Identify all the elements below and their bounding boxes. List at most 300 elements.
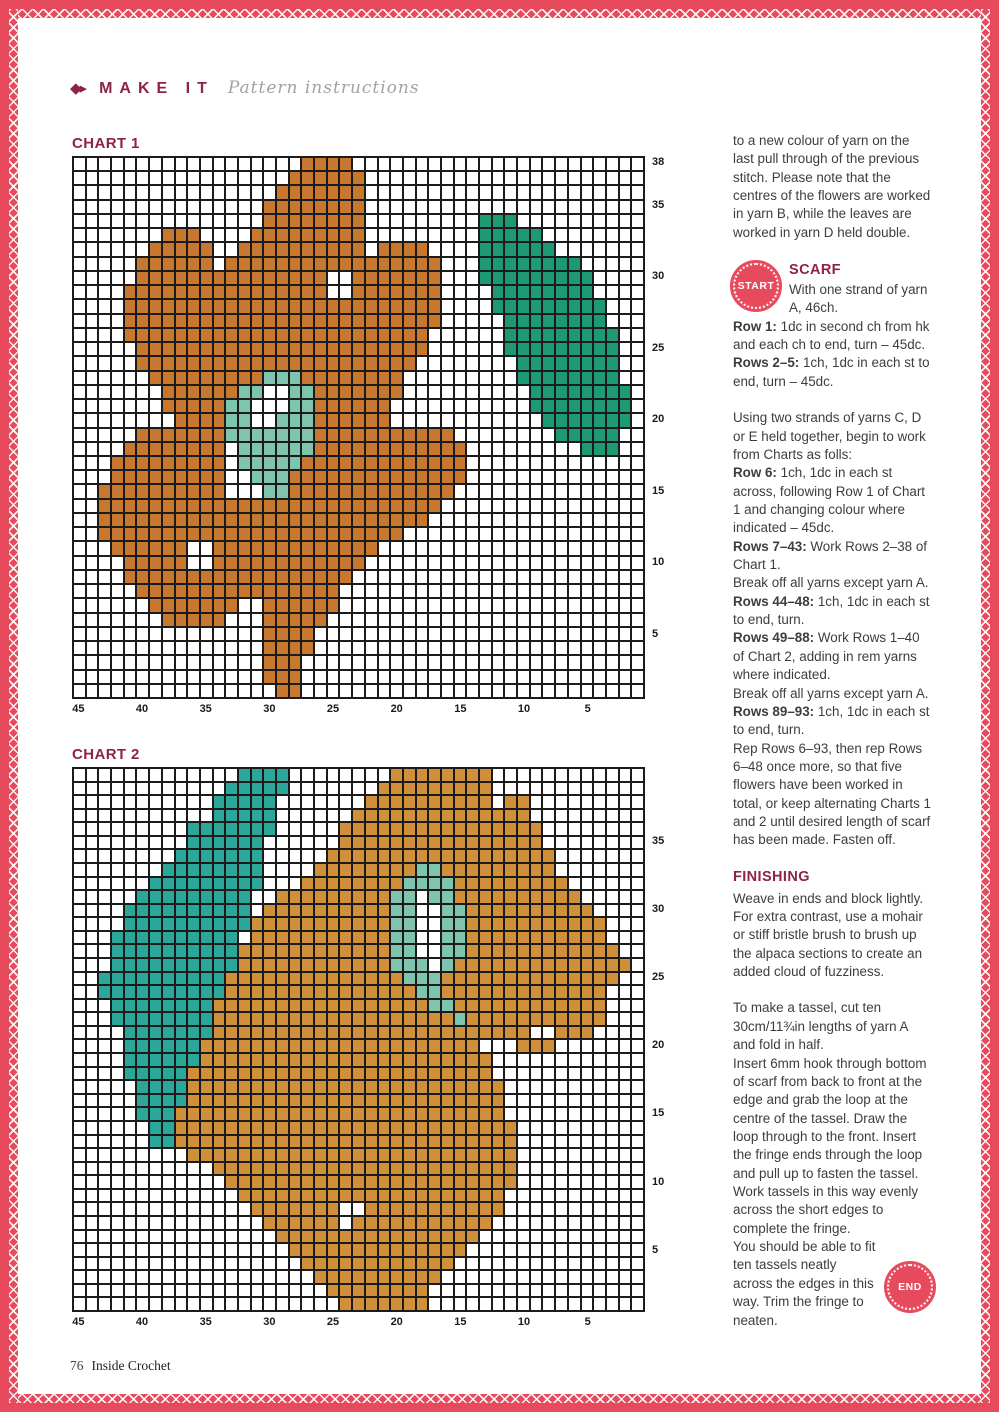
grid-cell [99,400,112,414]
grid-cell [74,864,87,878]
grid-cell [74,1040,87,1054]
grid-cell [99,945,112,959]
grid-cell [277,823,290,837]
grid-cell [99,986,112,1000]
grid-cell [137,783,150,797]
grid-cell [391,918,404,932]
grid-cell [328,1013,341,1027]
grid-cell [201,614,214,628]
grid-cell [264,878,277,892]
grid-cell [480,850,493,864]
grid-cell [302,485,315,499]
grid-cell [226,1122,239,1136]
grid-cell [112,769,125,783]
grid-cell [417,1027,430,1041]
grid-cell [315,614,328,628]
grid-cell [87,343,100,357]
grid-cell [632,1244,645,1258]
grid-cell [455,1013,468,1027]
grid-cell [480,258,493,272]
grid-cell [112,1258,125,1272]
grid-cell [480,769,493,783]
grid-cell [353,372,366,386]
grid-cell [176,414,189,428]
grid-cell [176,642,189,656]
grid-cell [391,628,404,642]
grid-cell [315,628,328,642]
grid-cell [467,1271,480,1285]
grid-cell [125,810,138,824]
grid-cell [417,769,430,783]
grid-cell [315,557,328,571]
grid-cell [569,769,582,783]
grid-cell [366,485,379,499]
grid-cell [569,1013,582,1027]
grid-cell [201,457,214,471]
grid-cell [632,1231,645,1245]
grid-cell [607,400,620,414]
grid-cell [632,429,645,443]
grid-cell [188,229,201,243]
grid-cell [315,1081,328,1095]
grid-cell [467,186,480,200]
grid-cell [632,585,645,599]
grid-cell [137,1217,150,1231]
grid-cell [277,372,290,386]
grid-cell [353,864,366,878]
grid-cell [455,429,468,443]
grid-cell [264,769,277,783]
grid-cell [391,542,404,556]
grid-cell [188,243,201,257]
grid-cell [429,1231,442,1245]
grid-cell [125,1013,138,1027]
grid-cell [569,932,582,946]
grid-cell [188,1190,201,1204]
grid-cell [74,918,87,932]
grid-cell [226,1000,239,1014]
grid-cell [543,585,556,599]
grid-cell [87,1203,100,1217]
grid-cell [176,671,189,685]
grid-cell [188,571,201,585]
grid-cell [277,514,290,528]
grid-cell [188,414,201,428]
grid-cell [531,1258,544,1272]
grid-cell [188,329,201,343]
finishing-section [733,868,933,1330]
grid-cell [455,343,468,357]
grid-cell [379,215,392,229]
grid-cell [74,986,87,1000]
grid-cell [404,642,417,656]
grid-cell [340,471,353,485]
grid-cell [480,973,493,987]
grid-cell [543,1231,556,1245]
grid-cell [252,386,265,400]
grid-cell [74,357,87,371]
grid-cell [302,201,315,215]
grid-cell [302,500,315,514]
grid-cell [201,837,214,851]
grid-cell [226,571,239,585]
grid-cell [340,783,353,797]
grid-cell [328,357,341,371]
grid-cell [125,329,138,343]
grid-cell [328,837,341,851]
grid-cell [518,642,531,656]
grid-cell [214,945,227,959]
grid-cell [302,429,315,443]
grid-cell [582,599,595,613]
grid-cell [582,796,595,810]
grid-cell [137,1244,150,1258]
grid-cell [150,229,163,243]
grid-cell [163,300,176,314]
grid-cell [277,243,290,257]
grid-cell [252,685,265,699]
grid-cell [505,932,518,946]
grid-cell [290,932,303,946]
lace-border-bottom [9,1394,990,1403]
x-axis-tick: 30 [263,703,276,715]
grid-cell [505,1258,518,1272]
grid-cell [417,1081,430,1095]
grid-cell [315,1203,328,1217]
grid-cell [188,850,201,864]
grid-cell [290,1095,303,1109]
grid-cell [379,905,392,919]
grid-cell [493,272,506,286]
grid-cell [290,823,303,837]
grid-cell [226,796,239,810]
grid-cell [277,443,290,457]
grid-cell [467,215,480,229]
grid-cell [391,429,404,443]
grid-cell [340,1095,353,1109]
grid-cell [442,1298,455,1312]
grid-cell [163,642,176,656]
grid-cell [353,796,366,810]
grid-cell [582,905,595,919]
grid-cell [201,932,214,946]
grid-cell [493,769,506,783]
grid-cell [531,1231,544,1245]
grid-cell [176,243,189,257]
grid-cell [328,286,341,300]
grid-cell [607,343,620,357]
grid-cell [569,1095,582,1109]
grid-cell [277,810,290,824]
grid-cell [353,1190,366,1204]
grid-cell [252,628,265,642]
grid-cell [137,158,150,172]
grid-cell [188,685,201,699]
grid-cell [594,500,607,514]
grid-cell [214,905,227,919]
grid-cell [99,571,112,585]
grid-cell [379,1027,392,1041]
grid-cell [214,215,227,229]
grid-cell [620,357,633,371]
grid-cell [137,557,150,571]
grid-cell [340,272,353,286]
grid-cell [302,1013,315,1027]
grid-cell [353,571,366,585]
grid-cell [302,823,315,837]
grid-cell [264,1149,277,1163]
grid-cell [150,599,163,613]
grid-cell [264,457,277,471]
y-axis-tick: 35 [652,199,665,211]
grid-cell [632,186,645,200]
grid-cell [112,796,125,810]
grid-cell [125,386,138,400]
grid-cell [620,1027,633,1041]
grid-cell [214,1271,227,1285]
grid-cell [607,1027,620,1041]
grid-cell [531,272,544,286]
x-axis-tick: 20 [390,703,403,715]
grid-cell [188,1217,201,1231]
grid-cell [214,300,227,314]
grid-cell [417,286,430,300]
grid-cell [214,614,227,628]
grid-cell [391,796,404,810]
grid-cell [125,986,138,1000]
grid-cell [277,315,290,329]
grid-cell [176,973,189,987]
grid-cell [252,1190,265,1204]
grid-cell [112,614,125,628]
grid-cell [163,272,176,286]
grid-cell [493,864,506,878]
grid-cell [188,1108,201,1122]
grid-cell [239,1122,252,1136]
grid-cell [302,457,315,471]
grid-cell [366,315,379,329]
grid-cell [87,158,100,172]
grid-cell [455,471,468,485]
grid-cell [201,891,214,905]
grid-cell [214,186,227,200]
grid-cell [582,400,595,414]
grid-cell [201,357,214,371]
grid-cell [277,986,290,1000]
grid-cell [442,837,455,851]
grid-cell [137,329,150,343]
grid-cell [620,343,633,357]
grid-cell [150,443,163,457]
grid-cell [188,343,201,357]
grid-cell [620,542,633,556]
grid-cell [366,1040,379,1054]
grid-cell [455,1000,468,1014]
grid-cell [201,628,214,642]
grid-cell [493,542,506,556]
grid-cell [556,158,569,172]
grid-cell [429,918,442,932]
grid-cell [99,864,112,878]
grid-cell [366,1149,379,1163]
grid-cell [226,286,239,300]
grid-cell [214,1176,227,1190]
grid-cell [379,1149,392,1163]
grid-cell [163,1068,176,1082]
grid-cell [112,542,125,556]
grid-cell [201,1176,214,1190]
grid-cell [328,905,341,919]
grid-cell [543,945,556,959]
grid-cell [214,1190,227,1204]
grid-cell [87,1271,100,1285]
grid-cell [480,571,493,585]
grid-cell [302,528,315,542]
grid-cell [188,514,201,528]
grid-cell [277,1231,290,1245]
grid-cell [214,229,227,243]
grid-cell [315,1217,328,1231]
grid-cell [239,514,252,528]
grid-cell [455,1027,468,1041]
grid-cell [417,414,430,428]
grid-cell [620,1217,633,1231]
grid-cell [404,429,417,443]
grid-cell [607,1271,620,1285]
grid-cell [607,1068,620,1082]
scarf-heading: SCARF [789,262,841,279]
grid-cell [163,878,176,892]
grid-cell [163,243,176,257]
grid-cell [429,315,442,329]
grid-cell [315,837,328,851]
grid-cell [543,671,556,685]
grid-cell [137,973,150,987]
grid-cell [505,1271,518,1285]
grid-cell [163,1000,176,1014]
grid-cell [543,215,556,229]
grid-cell [252,357,265,371]
grid-cell [493,918,506,932]
grid-cell [620,796,633,810]
grid-cell [163,315,176,329]
grid-cell [518,918,531,932]
grid-cell [366,186,379,200]
grid-cell [277,1244,290,1258]
grid-cell [201,1040,214,1054]
grid-cell [328,1244,341,1258]
grid-cell [620,1040,633,1054]
grid-cell [163,1136,176,1150]
grid-cell [582,557,595,571]
grid-cell [620,457,633,471]
grid-cell [264,514,277,528]
grid-cell [125,850,138,864]
grid-cell [582,986,595,1000]
grid-cell [556,1040,569,1054]
grid-cell [315,429,328,443]
grid-cell [391,272,404,286]
grid-cell [556,1136,569,1150]
grid-cell [302,905,315,919]
grid-cell [264,932,277,946]
grid-cell [290,1217,303,1231]
grid-cell [505,286,518,300]
grid-cell [366,837,379,851]
grid-cell [201,1108,214,1122]
grid-cell [252,571,265,585]
grid-cell [505,918,518,932]
grid-cell [556,671,569,685]
y-axis-tick: 20 [652,413,665,426]
grid-cell [467,471,480,485]
grid-cell [493,823,506,837]
y-axis-tick: 30 [652,903,665,916]
grid-cell [74,685,87,699]
grid-cell [493,585,506,599]
grid-cell [366,1013,379,1027]
grid-cell [391,343,404,357]
grid-cell [74,500,87,514]
grid-cell [442,932,455,946]
grid-cell [87,1040,100,1054]
grid-cell [277,286,290,300]
grid-cell [226,457,239,471]
grid-cell [632,823,645,837]
grid-cell [531,443,544,457]
grid-cell [442,158,455,172]
grid-cell [366,891,379,905]
grid-cell [201,500,214,514]
grid-cell [391,229,404,243]
grid-cell [125,172,138,186]
grid-cell [328,500,341,514]
grid-cell [87,372,100,386]
grid-cell [505,973,518,987]
grid-cell [99,1203,112,1217]
grid-cell [163,514,176,528]
grid-cell [188,1244,201,1258]
grid-cell [455,386,468,400]
grid-cell [214,891,227,905]
grid-cell [201,769,214,783]
grid-cell [417,973,430,987]
grid-cell [176,272,189,286]
grid-cell [176,837,189,851]
grid-cell [99,357,112,371]
grid-cell [252,1298,265,1312]
grid-cell [505,1054,518,1068]
grid-cell [99,1244,112,1258]
grid-cell [214,571,227,585]
grid-cell [429,1163,442,1177]
grid-cell [112,628,125,642]
grid-cell [417,796,430,810]
grid-cell [150,528,163,542]
grid-cell [518,457,531,471]
grid-cell [264,1298,277,1312]
grid-cell [163,1258,176,1272]
grid-cell [74,945,87,959]
grid-cell [607,1054,620,1068]
grid-cell [594,1217,607,1231]
grid-cell [391,158,404,172]
grid-cell [429,585,442,599]
grid-cell [607,959,620,973]
grid-cell [277,783,290,797]
grid-cell [163,864,176,878]
grid-cell [467,628,480,642]
